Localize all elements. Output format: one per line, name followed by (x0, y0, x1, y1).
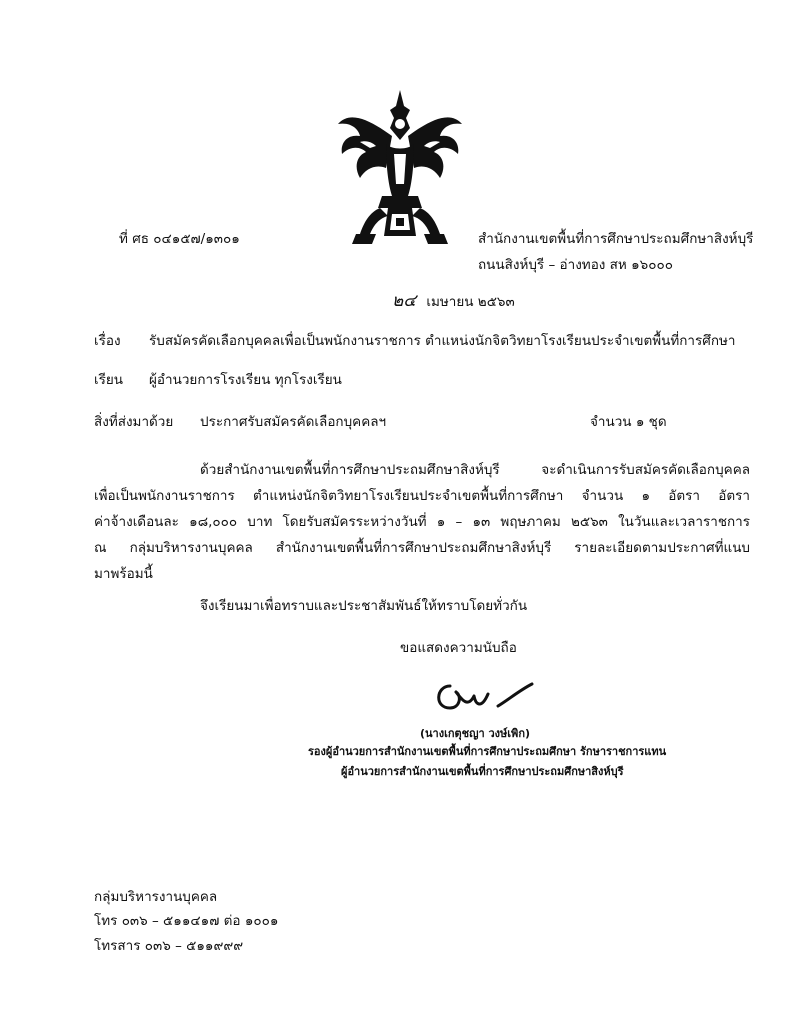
body-line-5: มาพร้อมนี้ (94, 566, 153, 582)
recipient-label: เรียน (94, 372, 124, 388)
letter-date (392, 291, 515, 311)
date-day: ๒๔ (392, 291, 417, 311)
body-line-1-wrap (200, 462, 750, 480)
footer-phone: โทร ๐๓๖ – ๕๑๑๔๑๗ ต่อ ๑๐๐๑ (94, 913, 279, 929)
signatory-title-line-1: รองผู้อำนวยการสำนักงานเขตพื้นที่การศึกษาประถมศึกษา รักษาราชการแทน (308, 745, 667, 758)
subject-text: รับสมัครคัดเลือกบุคคลเพื่อเป็นพนักงานราชการ ตำแหน่งนักจิตวิทยาโรงเรียนประจำเขตพื้นที่การศึกษา (149, 333, 736, 349)
subject-label: เรื่อง (94, 333, 121, 349)
body-line-2: เพื่อเป็นพนักงานราชการ ตำแหน่งนักจิตวิทยาโรงเรียนประจำเขตพื้นที่การศึกษา จำนวน ๑ อัตรา อัตรา (94, 488, 750, 504)
recipient-text: ผู้อำนวยการโรงเรียน ทุกโรงเรียน (149, 372, 342, 388)
footer-fax: โทรสาร ๐๓๖ – ๕๑๑๙๙๙ (94, 938, 244, 954)
body-line-3-wrap (94, 514, 750, 532)
handwritten-signature-icon (428, 678, 538, 718)
body-line-4: ณ กลุ่มบริหารงานบุคคล สำนักงานเขตพื้นที่การศึกษาประถมศึกษาสิงห์บุรี รายละเอียดตามประกาศที่แนบ (94, 540, 750, 556)
garuda-emblem-icon (330, 84, 470, 254)
signatory-name: (นางเกตุชญา วงษ์เพิก) (420, 727, 530, 740)
regards-text: ขอแสดงความนับถือ (400, 640, 517, 656)
footer-department: กลุ่มบริหารงานบุคคล (94, 889, 218, 905)
attachment-label: สิ่งที่ส่งมาด้วย (94, 414, 174, 430)
body-line-1: ด้วยสำนักงานเขตพื้นที่การศึกษาประถมศึกษาสิงห์บุรี จะดำเนินการรับสมัครคัดเลือกบุคคล (200, 462, 750, 478)
office-name: สำนักงานเขตพื้นที่การศึกษาประถมศึกษาสิงห์บุรี (478, 231, 754, 247)
date-month-year: เมษายน ๒๕๖๓ (426, 294, 515, 310)
signatory-title-line-2: ผู้อำนวยการสำนักงานเขตพื้นที่การศึกษาประถมศึกษาสิงห์บุรี (341, 765, 624, 778)
body-line-3: ค่าจ้างเดือนละ ๑๘,๐๐๐ บาท โดยรับสมัครระหว่างวันที่ ๑ – ๑๓ พฤษภาคม ๒๕๖๓ ในวันและเวลาราชการ (94, 514, 750, 530)
office-address: ถนนสิงห์บุรี – อ่างทอง สห ๑๖๐๐๐ (478, 257, 673, 273)
body-line-2-wrap (94, 488, 750, 506)
closing-paragraph: จึงเรียนมาเพื่อทราบและประชาสัมพันธ์ให้ทราบโดยทั่วกัน (200, 598, 528, 614)
reference-number: ที่ ศธ ๐๔๑๕๗/๑๓๐๑ (119, 231, 240, 247)
attachment-text: ประกาศรับสมัครคัดเลือกบุคคลฯ (200, 414, 387, 430)
body-line-4-wrap (94, 540, 750, 558)
attachment-quantity: จำนวน ๑ ชุด (590, 414, 667, 430)
